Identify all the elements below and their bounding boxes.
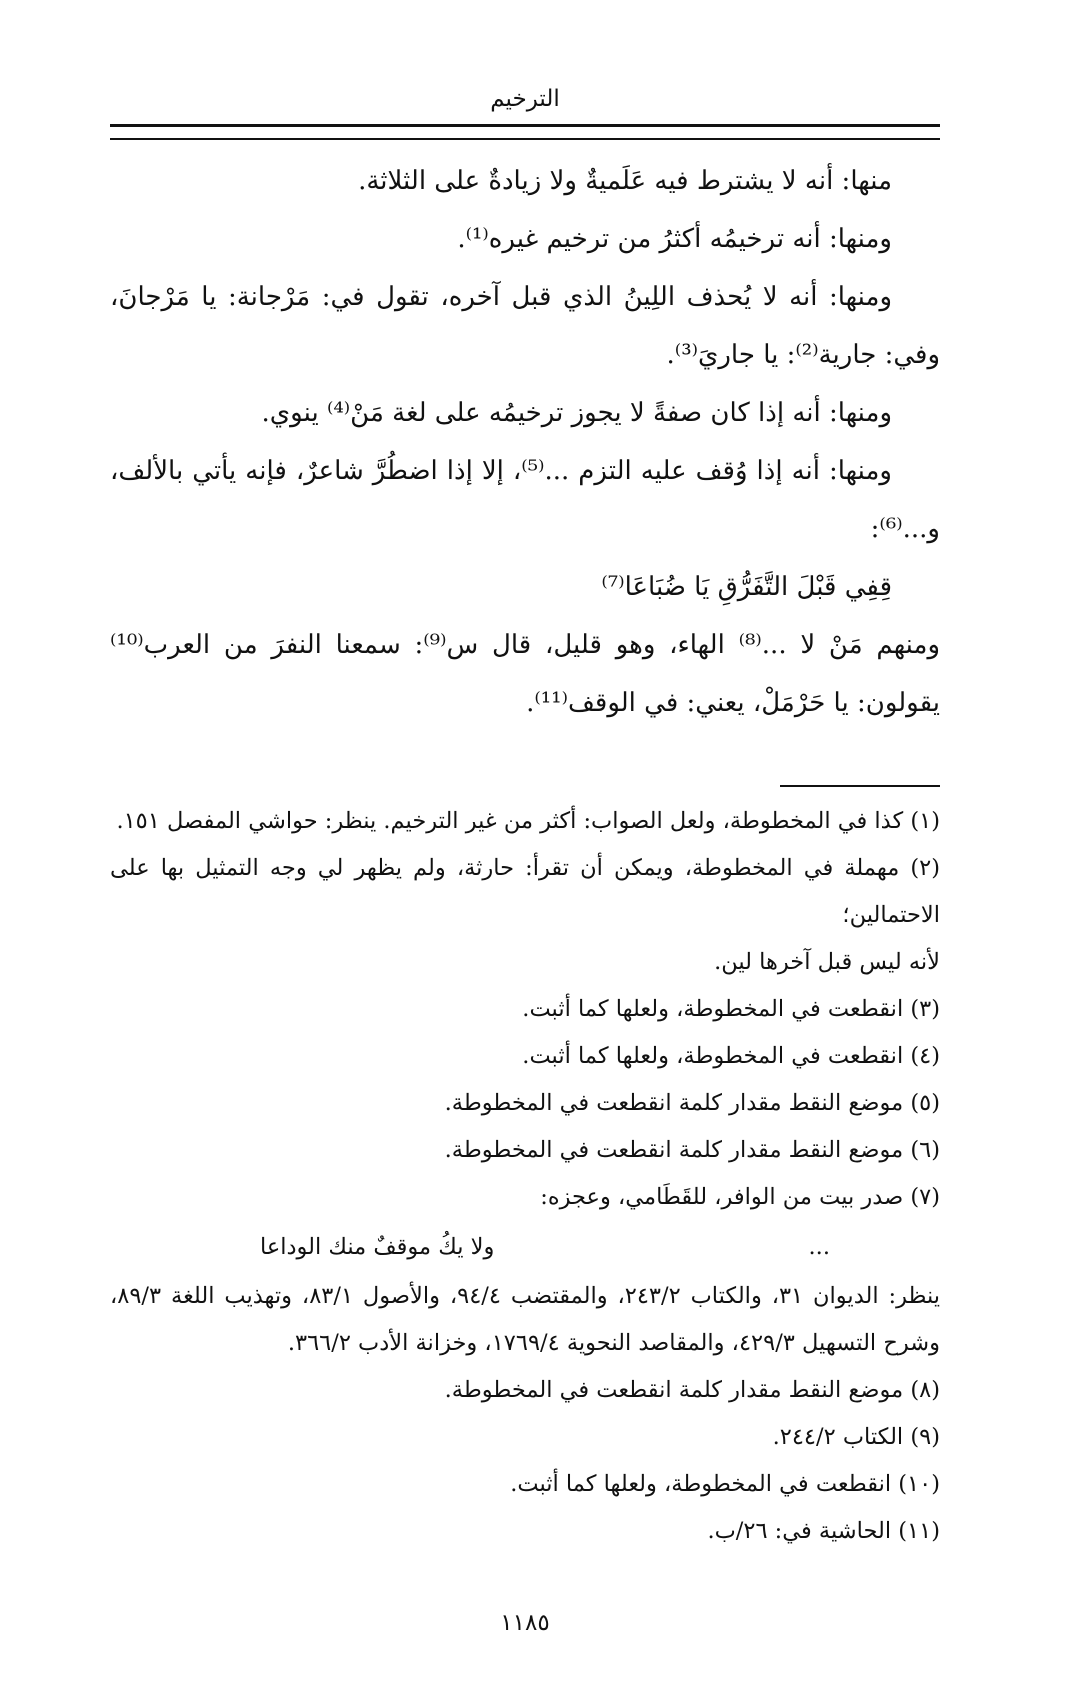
paragraph-5: ومنها: أنه إذا وُقف عليه التزم ...⁽⁵⁾، إلا إذا اضطُرَّ شاعرٌ، فإنه يأتي بالألف، و...⁽⁶⁾: bbox=[110, 456, 940, 544]
paragraph-1: منها: أنه لا يشترط فيه عَلَميةٌ ولا زيادةٌ على الثلاثة. bbox=[358, 166, 892, 196]
footnote-6: (٦) موضع النقط مقدار كلمة انقطعت في المخطوطة. bbox=[444, 1137, 940, 1163]
main-text bbox=[110, 152, 940, 732]
footnote-8: (٨) موضع النقط مقدار كلمة انقطعت في المخطوطة. bbox=[444, 1377, 940, 1403]
footnotes bbox=[110, 798, 940, 1555]
header-rule-thick bbox=[110, 124, 940, 127]
footnote-10: (١٠) انقطعت في المخطوطة، ولعلها كما أثبت. bbox=[510, 1471, 940, 1497]
footnote-separator bbox=[780, 785, 940, 787]
footnote-7-references: ينظر: الديوان ٣١، والكتاب ٢٤٣/٢، والمقتضب ٩٤/٤، والأصول ٨٣/١، وتهذيب اللغة ٨٩/٣، وشرح التسهيل ٤٢٩/٣، والمقاصد النحوية ١٧٦٩/٤، وخزانة الأدب ٣٦٦/٢. bbox=[110, 1283, 941, 1356]
footnote-4: (٤) انقطعت في المخطوطة، ولعلها كما أثبت. bbox=[522, 1043, 940, 1069]
header-rule-thin bbox=[110, 138, 940, 140]
footnote-3: (٣) انقطعت في المخطوطة، ولعلها كما أثبت. bbox=[522, 996, 940, 1022]
footnote-7: (٧) صدر بيت من الوافر، للقَطَامي، وعجزه: bbox=[540, 1184, 940, 1210]
running-head: الترخيم bbox=[490, 86, 560, 112]
verse-second-hemistich: ولا يكُ موقفٌ منك الوداعا bbox=[260, 1234, 495, 1260]
paragraph-2: ومنها: أنه ترخيمُه أكثرُ من ترخيم غيره⁽¹⁾. bbox=[457, 224, 892, 254]
verse-first-hemistich: ... bbox=[808, 1234, 830, 1260]
paragraph-3: ومنها: أنه لا يُحذف اللِينُ الذي قبل آخره، تقول في: مَرْجانة: يا مَرْجانَ، وفي: جارية⁽²⁾: يا جاريَ⁽³⁾. bbox=[110, 282, 940, 370]
footnote-9: (٩) الكتاب ٢٤٤/٢. bbox=[772, 1424, 940, 1450]
page-number: ١١٨٥ bbox=[500, 1610, 550, 1636]
footnote-2: (٢) مهملة في المخطوطة، ويمكن أن تقرأ: حارثة، ولم يظهر لي وجه التمثيل بها على الاحتمالين؛ bbox=[110, 855, 940, 928]
footnote-2-continuation: لأنه ليس قبل آخرها لين. bbox=[714, 949, 940, 975]
paragraph-4: ومنها: أنه إذا كان صفةً لا يجوز ترخيمُه على لغة مَنْ⁽⁴⁾ ينوي. bbox=[261, 398, 892, 428]
footnote-7-verse bbox=[110, 1221, 940, 1273]
footnote-11: (١١) الحاشية في: ٢٦/ب. bbox=[707, 1518, 940, 1544]
footnote-1: (١) كذا في المخطوطة، ولعل الصواب: أكثر من غير الترخيم. ينظر: حواشي المفصل ١٥١. bbox=[116, 808, 940, 834]
verse-line: قِفِي قَبْلَ التَّفَرُّقِ يَا ضُبَاعَا⁽⁷⁾ bbox=[601, 572, 892, 602]
paragraph-closing: ومنهم مَنْ لا ...⁽⁸⁾ الهاء، وهو قليل، قال س⁽⁹⁾: سمعنا النفرَ من العرب⁽¹⁰⁾ يقولون: يا حَرْمَلْ، يعني: في الوقف⁽¹¹⁾. bbox=[110, 630, 941, 718]
footnote-5: (٥) موضع النقط مقدار كلمة انقطعت في المخطوطة. bbox=[444, 1090, 940, 1116]
